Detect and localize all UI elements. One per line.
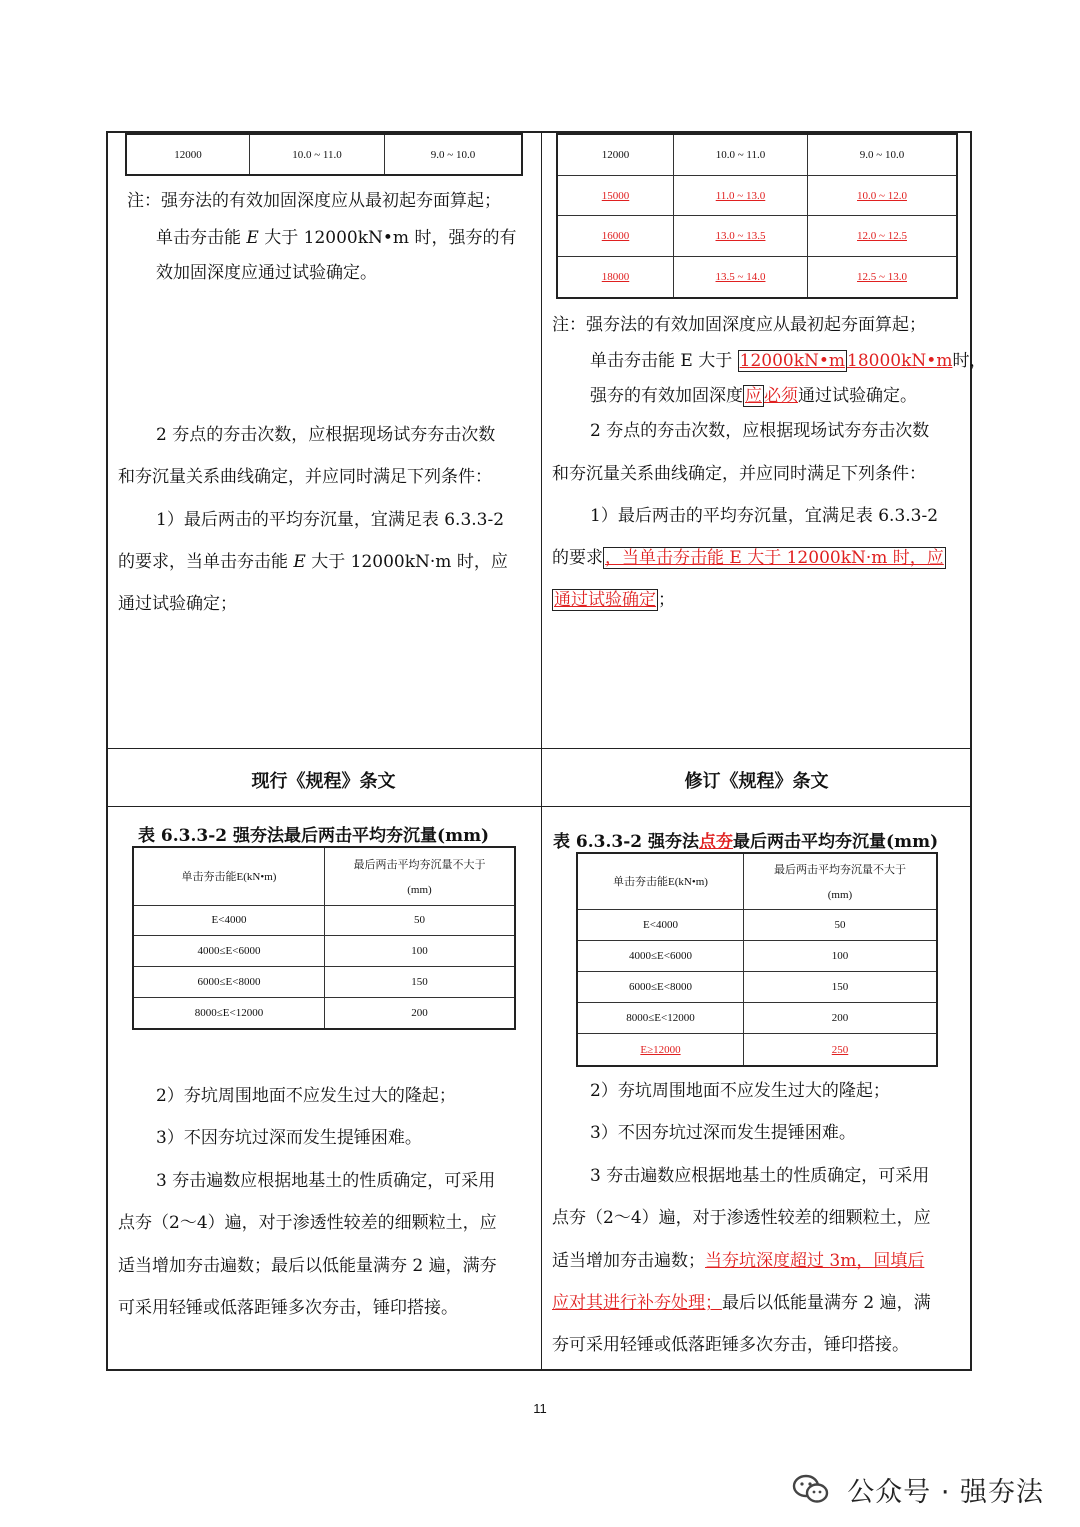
header-row-top-border [106, 748, 972, 749]
revised-paragraph-2-line-2: 和夯沉量关系曲线确定，并应同时满足下列条件： [552, 464, 926, 484]
paragraph-3-line-2: 点夯（2～4）遍，对于渗透性较差的细颗粒土，应 [118, 1213, 497, 1233]
table-cell: 10.0 ~ 12.0 [808, 176, 958, 216]
header-current: 现行《规程》条文 [251, 771, 396, 792]
table-row-inserted [577, 1034, 937, 1066]
revised-note-line-1: 注：强夯法的有效加固深度应从最初起夯面算起； [552, 315, 926, 335]
inserted-text: 当夯坑深度超过 3m，回填后 [705, 1251, 925, 1271]
inserted-text: 必须 [764, 386, 798, 406]
table-cell: 13.0 ~ 13.5 [674, 216, 808, 256]
table-cell: 12000 [557, 134, 674, 176]
table-header-row [133, 847, 515, 905]
revised-paragraph-3-line-5: 夯可采用轻锤或低落距锤多次夯击，锤印搭接。 [552, 1335, 909, 1355]
table-row [577, 940, 937, 971]
text-run: 的要求，当单击夯击能 [118, 552, 288, 572]
text-run: 的要求 [552, 548, 603, 568]
column-header: 单击夯击能E(kN•m) [133, 847, 325, 905]
table-cell: 8000≤E<12000 [577, 1002, 744, 1033]
paragraph-2-line-1: 2 夯点的夯击次数，应根据现场试夯夯击次数 [156, 425, 496, 445]
deleted-text: 应 [745, 386, 762, 406]
text-run: 强夯的有效加固深度 [590, 386, 743, 406]
table-cell: 9.0 ~ 10.0 [808, 134, 958, 176]
paragraph-3-line-3: 适当增加夯击遍数；最后以低能量满夯 2 遍，满夯 [118, 1256, 497, 1276]
table-row [133, 905, 515, 936]
revised-item-3: 3）不因夯坑过深而发生提锤困难。 [590, 1123, 856, 1143]
watermark-text: 公众号 · 强夯法 [847, 1477, 1044, 1508]
table-row [557, 176, 957, 216]
revised-item-2: 2）夯坑周围地面不应发生过大的隆起； [590, 1081, 890, 1101]
wechat-icon [792, 1474, 830, 1504]
revised-item-1-line-1: 1）最后两击的平均夯沉量，宜满足表 6.3.3-2 [590, 506, 939, 526]
table-row [577, 909, 937, 940]
table-header-row [577, 853, 937, 909]
table-cell: 150 [325, 966, 516, 997]
table-cell: 18000 [557, 256, 674, 298]
item-1-line-3: 通过试验确定； [118, 594, 237, 614]
table-caption-revised [553, 827, 938, 852]
deleted-text: 通过试验确定 [554, 590, 656, 610]
table-cell: 100 [325, 936, 516, 967]
text-run: 大于 12000kN•m 时，强夯的有 [264, 228, 517, 248]
column-header-line: 最后两击平均夯沉量不大于 [353, 859, 486, 872]
table-cell: 11.0 ~ 13.0 [674, 176, 808, 216]
text-run: 时， [952, 351, 987, 371]
note-line-3: 效加固深度应通过试验确定。 [156, 263, 377, 283]
deleted-text: 12000kN•m [739, 351, 846, 371]
table-cell: 6000≤E<8000 [577, 971, 744, 1002]
text-run: 通过试验确定。 [798, 386, 917, 406]
revised-paragraph-3-line-2: 点夯（2～4）遍，对于渗透性较差的细颗粒土，应 [552, 1208, 931, 1228]
text-run: 最后以低能量满夯 2 遍，满 [722, 1293, 931, 1313]
table-cell: 4000≤E<6000 [133, 936, 325, 967]
revised-paragraph-3-line-4 [552, 1292, 931, 1314]
table-row [557, 134, 957, 176]
revised-item-1-line-3 [552, 589, 675, 611]
inserted-text: 点夯 [699, 832, 734, 852]
item-1-line-1: 1）最后两击的平均夯沉量，宜满足表 6.3.3-2 [156, 510, 505, 530]
table-row [577, 971, 937, 1002]
depth-table-current [125, 133, 523, 176]
revised-item-1-line-2 [552, 547, 946, 569]
table-cell: 12.0 ~ 12.5 [808, 216, 958, 256]
column-header [744, 853, 938, 909]
table-cell: 13.5 ~ 14.0 [674, 256, 808, 298]
column-header-line: (mm) [827, 889, 853, 902]
table-cell: 200 [744, 1002, 938, 1033]
paragraph-2-line-2: 和夯沉量关系曲线确定，并应同时满足下列条件： [118, 467, 492, 487]
item-1-line-2 [118, 551, 508, 573]
text-run: E [246, 228, 259, 248]
text-run: 大于 12000kN·m 时，应 [311, 552, 508, 572]
note-line-1: 注：强夯法的有效加固深度应从最初起夯面算起； [127, 191, 501, 211]
table-cell: E<4000 [133, 905, 325, 936]
table-cell: 100 [744, 940, 938, 971]
text-run: 表 6.3.3-2 强夯法 [553, 832, 700, 852]
column-header: 单击夯击能E(kN•m) [577, 853, 744, 909]
depth-table-revised [556, 133, 958, 299]
note-line-2 [156, 227, 516, 249]
table-cell: E<4000 [577, 909, 744, 940]
table-row [126, 134, 522, 175]
settlement-table-current [132, 846, 516, 1030]
table-cell: 6000≤E<8000 [133, 966, 325, 997]
table-cell: 12.5 ~ 13.0 [808, 256, 958, 298]
revised-note-line-2 [590, 350, 986, 372]
table-cell: 10.0 ~ 11.0 [674, 134, 808, 176]
table-cell: 15000 [557, 176, 674, 216]
column-header-line: (mm) [407, 884, 432, 897]
table-row [557, 216, 957, 256]
header-revised: 修订《规程》条文 [684, 771, 829, 792]
column-divider [541, 131, 542, 1371]
table-row [133, 936, 515, 967]
text-run: 单击夯击能 [156, 228, 241, 248]
text-run: E [293, 552, 306, 572]
table-row [557, 256, 957, 298]
column-header-line: 最后两击平均夯沉量不大于 [774, 864, 906, 877]
header-row-bottom-border [106, 806, 972, 807]
paragraph-3-line-1: 3 夯击遍数应根据地基土的性质确定，可采用 [156, 1171, 496, 1191]
table-cell: 8000≤E<12000 [133, 997, 325, 1029]
table-cell: 200 [325, 997, 516, 1029]
revised-paragraph-3-line-3 [552, 1250, 924, 1272]
table-cell: 16000 [557, 216, 674, 256]
inserted-text: 18000kN•m [847, 351, 953, 371]
table-cell: 50 [325, 905, 516, 936]
settlement-table-revised [576, 852, 938, 1067]
item-3: 3）不因夯坑过深而发生提锤困难。 [156, 1128, 422, 1148]
item-2: 2）夯坑周围地面不应发生过大的隆起； [156, 1086, 456, 1106]
table-cell: 12000 [126, 134, 250, 175]
table-cell: 150 [744, 971, 938, 1002]
text-run: 最后两击平均夯沉量(mm) [733, 832, 939, 852]
inserted-text: 应对其进行补夯处理； [552, 1293, 722, 1313]
revised-paragraph-2-line-1: 2 夯点的夯击次数，应根据现场试夯夯击次数 [590, 421, 930, 441]
revised-note-line-3 [590, 385, 917, 407]
text-run: 适当增加夯击遍数； [552, 1251, 705, 1271]
table-cell: 9.0 ~ 10.0 [385, 134, 523, 175]
text-run: ； [658, 590, 675, 610]
deleted-text: ，当单击夯击能 E 大于 12000kN·m 时，应 [605, 548, 944, 568]
table-row [577, 1002, 937, 1033]
table-cell: 250 [744, 1034, 938, 1066]
paragraph-3-line-4: 可采用轻锤或低落距锤多次夯击，锤印搭接。 [118, 1298, 458, 1318]
text-run: 单击夯击能 E 大于 [590, 351, 733, 371]
column-header [325, 847, 516, 905]
table-caption-current: 表 6.3.3-2 强夯法最后两击平均夯沉量(mm) [138, 826, 490, 846]
table-row [133, 966, 515, 997]
revised-paragraph-3-line-1: 3 夯击遍数应根据地基土的性质确定，可采用 [590, 1166, 930, 1186]
table-cell: 50 [744, 909, 938, 940]
table-cell: E≥12000 [577, 1034, 744, 1066]
table-cell: 10.0 ~ 11.0 [250, 134, 385, 175]
table-cell: 4000≤E<6000 [577, 940, 744, 971]
table-row [133, 997, 515, 1029]
page-number: 11 [533, 1401, 547, 1416]
